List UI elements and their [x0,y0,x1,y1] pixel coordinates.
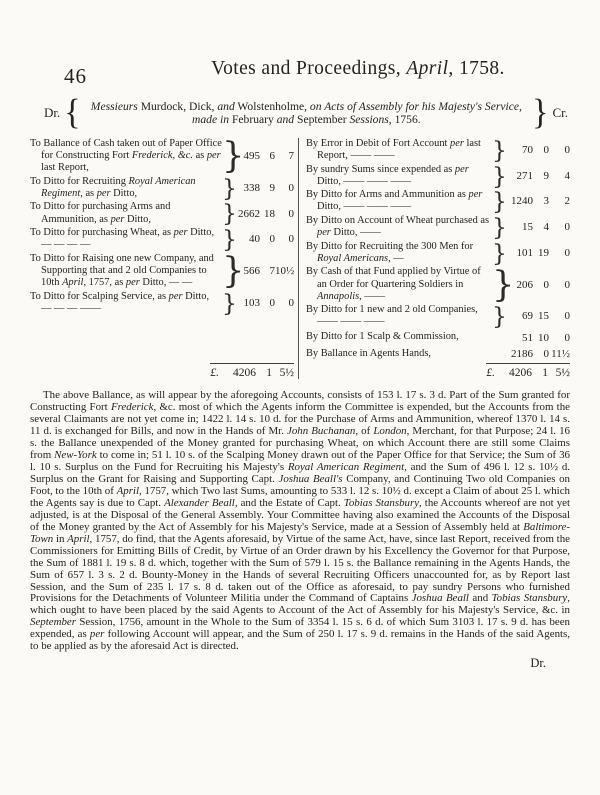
entry-text [30,227,222,251]
text-run: per [96,187,111,199]
text-run: By Ballance in Agents Hands, [306,348,431,360]
entry-text [306,266,492,302]
amount-shillings: 3 [543,195,549,208]
text-run: Votes and Proceedings, [211,58,407,79]
ledger-table [30,135,570,380]
amount-pence: 4 [564,169,570,182]
ledger-entry [30,199,294,228]
text-run: and [217,99,235,113]
text-run: Royal American Regiment [287,461,405,473]
text-run: , 1757, as [83,277,126,289]
text-run: , and the Sum of 496 l. 12 s. 10½ d. Surplus on the Grant for Raising and Supporting Capt. [30,461,571,485]
text-run: per [89,628,105,641]
entry-brace-icon: } [492,135,507,164]
amount-pence: 11½ [551,348,570,361]
text-run: , — [388,252,404,264]
entry-amount [502,221,570,233]
close-brace-icon: } [532,93,549,132]
entry-amount [232,182,294,194]
amount-pounds: 70 [522,144,533,157]
text-run: Royal American Regiment [41,175,196,199]
catchword: Dr. [530,656,546,671]
entry-text [30,201,222,225]
ledger-entry [30,173,294,202]
amount-pounds: 2186 [511,348,533,361]
entry-amount [232,150,294,162]
amount-pence: 0 [288,296,294,309]
ledger-entry [306,135,570,164]
text-run: Alexander Beall [164,496,235,509]
amount-shillings: 0 [269,233,275,246]
entry-amount [502,310,570,322]
amount-pence: 0 [288,207,294,220]
entry-amount [502,195,570,207]
text-run: , 1757, which Two last Sums, amounting to 533 l. 12 s. 10½ d. except a Claim of about 25 l. which the Agents say is due to Capt. [30,484,570,509]
text-run: By Cash of that Fund applied by Virtue of an Order for Quartering Soldiers in [306,266,481,290]
text-run: per [468,189,483,201]
text-run: per [110,213,125,225]
text-run: per [125,277,140,289]
ledger-entry [30,250,295,292]
ledger-entry [306,347,570,362]
text-run: per [173,227,188,239]
ledger-entry [306,302,570,331]
ledger-entry [306,263,570,305]
amount-shillings: 0 [543,348,549,361]
amount-pence: 0 [288,181,294,194]
text-run: September [294,113,350,126]
amount-shillings: 18 [264,207,275,220]
entry-text [30,253,222,289]
entry-amount [232,265,294,277]
entry-amount [502,144,570,156]
ledger-total-row [30,363,294,379]
amount-pounds: 40 [249,233,260,246]
text-run: To Ditto for purchasing Arms and Ammunition, as [30,201,171,225]
entry-brace-icon: } [492,161,507,190]
text-run: , and the Estate of Capt. [234,496,344,509]
amount-pence: 0 [564,310,570,323]
text-run: Frederick [110,401,154,414]
text-run: September [30,616,76,629]
total-pounds: 4206 [509,367,532,380]
text-run: Royal Americans [317,252,389,264]
entry-amount [502,332,570,344]
amount-pence: 10½ [275,264,295,277]
text-run: last Report, [41,162,89,174]
text-run: in [53,532,68,545]
pound-sign: £. [486,367,495,380]
text-run: April [406,58,449,79]
amount-pounds: 495 [243,150,260,163]
entry-brace-icon: } [222,250,245,292]
entry-text [306,215,492,239]
text-run: By sundry Sums since expended as [306,163,455,175]
text-run: New-York [54,449,97,462]
entry-text [306,138,492,162]
account-heading-line2 [85,113,529,127]
text-run: February [229,113,277,126]
amount-pence: 0 [564,246,570,259]
text-run: Ditto, —— —— —— [317,201,412,213]
text-run: last Report, —— —— [317,138,481,162]
entry-amount [502,170,570,182]
text-run: To Ditto for purchasing Wheat, as [30,227,174,239]
text-run: Annapolis [317,290,360,302]
text-run: , which ought to have been placed by the said Agents to Account of the Act of Assembly for his Majesty's Service, &c. in [30,592,571,617]
text-run: Messieurs [90,99,138,113]
text-run: , 1756. [388,113,421,126]
amount-pounds: 103 [243,296,260,309]
text-run: London [373,425,407,438]
text-run: , of [355,425,374,438]
ledger-total [210,363,294,379]
total-pence: 5½ [279,367,294,380]
ledger-entry [30,288,294,317]
amount-pounds: 2662 [238,207,260,220]
open-brace-icon: { [64,93,81,132]
entry-amount [502,247,570,259]
text-run: By Error in Debit of Fort Account [306,138,451,149]
entry-text [30,176,222,200]
page-title [30,58,570,80]
text-run: , the Accounts whereof are not yet adjusted, is at the Disposal of the General Assembly. Your Committee having also examined the Accounts of the Disposal of the Money granted by the Act of Assembly for his Majesty's Service, made at a Session of Assembly held at [30,496,570,533]
text-run: To Ditto for Recruiting [30,175,129,187]
entry-brace-icon: } [492,212,507,241]
text-run: Ditto, [110,187,138,199]
entry-brace-icon: } [492,302,507,331]
text-run: and [276,113,295,126]
amount-shillings: 7 [269,264,275,277]
text-run: Ditto, — — — —— [41,290,210,314]
ledger-entry [306,212,570,241]
text-run: April [62,277,84,289]
entry-amount [232,297,294,309]
text-run: Company, and Continuing Two old Companies on Foot, to the 10th of [30,472,570,497]
total-pounds: 4206 [233,367,256,380]
amount-shillings: 6 [269,150,275,163]
total-shillings: 1 [542,367,548,380]
credit-label: Cr. [552,105,568,120]
ledger-total-row [306,363,570,379]
page-header [30,58,570,92]
amount-pence: 2 [564,195,570,208]
text-run: By Ditto for 1 new and 2 old Companies, —— —— —— [306,304,478,328]
amount-shillings: 9 [543,169,549,182]
text-run: , as [80,187,97,199]
amount-pence: 7 [288,150,294,163]
text-run: to come in; 51 l. 10 s. of the Scalping Money drawn out of the Paper Office for that Service; the Sum of 36 l. 10 s. Surplus on the Fund for Recruiting his Majesty's [30,449,570,473]
entry-amount [502,348,570,360]
text-run: Ditto, —— —— —— [317,175,412,187]
text-run: Tobias Stansbury [343,496,420,509]
text-run: By Ditto on Account of Wheat purchased as [306,215,490,227]
text-run: Frederick, &c. [131,150,193,162]
ledger-entry [306,161,570,190]
text-run: Wolstenholme, [234,99,310,113]
entry-amount [502,279,570,291]
amount-shillings: 0 [269,296,275,309]
amount-pence: 0 [564,144,570,157]
amount-pence: 0 [564,278,570,291]
text-run: Joshua Beall's [278,472,343,485]
ledger-entry [306,330,570,345]
amount-pounds: 338 [243,181,260,194]
amount-shillings: 10 [538,331,549,344]
text-run: Joshua Beall [411,592,469,605]
amount-shillings: 0 [543,278,549,291]
amount-pence: 0 [288,233,294,246]
text-run: April [67,532,90,545]
ledger-entry [306,187,570,216]
text-run: By Ditto for 1 Scalp & Commission, [306,331,459,343]
entry-text [306,331,492,343]
account-heading-line1 [85,100,529,114]
amount-pounds: 69 [522,310,533,323]
amount-pence: 0 [564,221,570,234]
account-heading-text [85,100,529,127]
text-run: Ditto, —— [330,227,381,239]
entry-brace-icon: } [222,173,237,202]
amount-shillings: 4 [543,221,549,234]
amount-shillings: 15 [538,310,549,323]
text-run: on Acts of Assembly for his Majesty's Service, [309,99,522,113]
entry-text [306,304,492,328]
page-number: 46 [64,64,87,88]
text-run: per [168,290,183,302]
entry-text [306,348,492,360]
amount-pounds: 15 [522,221,533,234]
amount-shillings: 19 [538,246,549,259]
text-run: Sessions [349,113,389,126]
amount-pounds: 271 [516,169,533,182]
text-run: following Account will appear, and the Sum of 250 l. 17 s. 9 d. remains in the Hands of the said Agents, to be applied as by the aforesaid Act is directed. [30,628,571,653]
text-run: , &c. most of which the Agents inform the Committee is expended, but the Accounts from the several Claimants are not yet come in; 1422 l. 14 s. 10 d. for the Purchase of Arms and Ammunition, whereof 1370 l. 14 s. 11 d. is exchanged for Bills, and now in the Hands of Mr. [30,401,570,438]
text-run: , 1757, do find, that the Agents aforesaid, by Virtue of the same Act, have, since last Report, received from the Commissioners for Emitting Bills of Credit, by Virtue of an Order drawn by his Excellency the Governor for that Purpose, the Sum of 1881 l. 19 s. 8 d. which, together with the Sum of 579 l. 15 s. the Ballance remaining in the Agents Hands, the Sum of 657 l. 3 s. 2 d. Bounty-Money in the Hands of several Recruiting Officers unaccounted for, as by Report last Session, and the Sum of 235 l. 17 s. 8 d. taken out of the Office as aforesaid, to pay sundry Persons who furnished Provisions for the Detachments of Volunteer Militia under the Command of Captains [30,532,570,605]
amount-shillings: 0 [543,144,549,157]
text-run: per [206,150,221,162]
entry-brace-icon: } [222,225,237,254]
text-run: By Ditto for Recruiting the 300 Men for [306,240,474,252]
amount-pounds: 51 [522,331,533,344]
text-run: as [193,150,207,162]
amount-pence: 0 [564,331,570,344]
total-pence: 5½ [555,367,570,380]
amount-pounds: 101 [516,246,533,259]
text-run: Baltimore-Town [30,520,570,545]
text-run: To Ballance of Cash taken out of Paper Office for Constructing Fort [30,138,222,162]
entry-brace-icon: } [492,238,507,267]
report-paragraph [30,390,570,653]
debit-label: Dr. [44,105,61,120]
ledger-entry [30,135,294,177]
text-run: Session, 1756, amount in the Whole to the Sum of 3354 l. 15 s. 6 d. of which Sum 3103 l. 17 s. 9 d. has been expended, as [30,616,570,641]
text-run: The above Ballance, as will appear by the aforegoing Accounts, consists of 153 l. 17 s. 3 d. Part of the Sum granted for Constructing Fort [30,389,570,414]
entry-amount [232,208,294,220]
amount-pounds: 1240 [511,195,533,208]
text-run: By Ditto for Arms and Ammunition as [306,189,469,201]
entry-brace-icon: } [492,263,515,305]
text-run: Ditto, — — [139,277,193,289]
entry-text [306,241,492,265]
text-run: , —— [359,290,386,302]
text-run: per [450,138,464,149]
pound-sign: £. [210,367,219,380]
text-run: Tobias Stansbury [491,592,568,605]
text-run: made in [192,113,230,126]
ledger-entry [30,225,294,254]
entry-text [306,164,492,188]
text-run: Ditto, — — — — [41,227,215,251]
amount-shillings: 9 [269,181,275,194]
entry-text [306,189,492,213]
entry-text [30,291,222,315]
entry-amount [232,233,294,245]
amount-pounds: 206 [516,278,533,291]
text-run: per [454,163,469,175]
text-run: John Buchanan [286,425,356,438]
entry-brace-icon: } [222,199,237,228]
entry-text [30,138,222,174]
account-heading [44,93,568,132]
text-run: Ditto, [124,213,151,225]
ledger-total [486,363,570,379]
text-run: April [116,484,139,497]
text-run: Murdock, Dick, [137,99,218,113]
debit-column [30,135,299,380]
credit-column [299,135,570,380]
entry-brace-icon: } [492,187,507,216]
text-run: To Ditto for Scalping Service, as [30,290,169,302]
entry-brace-icon: } [222,288,237,317]
text-run: To Ditto for Raising one new Company, and Supporting that and 2 old Companies to 10th [30,252,214,289]
ledger-entry [306,238,570,267]
text-run: and [468,592,492,605]
amount-pounds: 566 [243,264,260,277]
text-run: , 1758. [448,58,505,79]
total-shillings: 1 [266,367,272,380]
entry-brace-icon: } [222,135,245,177]
text-run: , Merchant, for that Purpose; 24 l. 16 s. the Ballance unexpended of the Money granted for purchasing Wheat, on which Account there are still some Claims from [30,425,570,462]
text-run: per [317,227,331,239]
